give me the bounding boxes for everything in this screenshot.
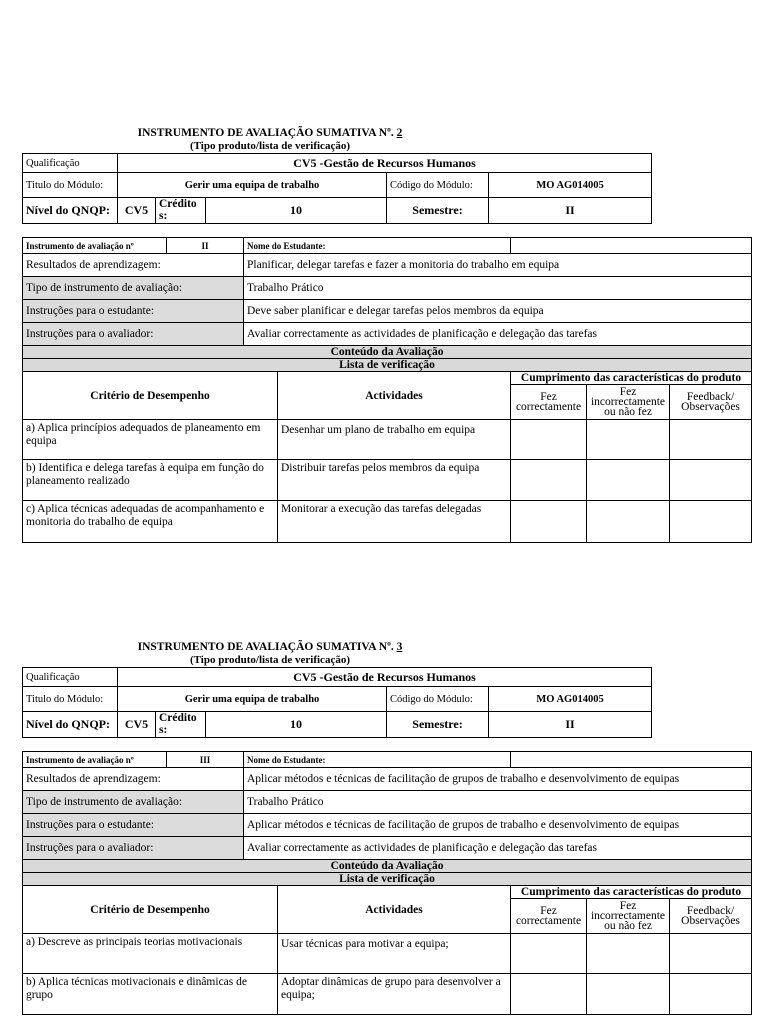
lista-band: Lista de verificação xyxy=(23,873,752,886)
resultados-value: Planificar, delegar tarefas e fazer a monitoria do trabalho em equipa xyxy=(244,254,752,277)
estudante-name-field[interactable] xyxy=(511,752,752,768)
actividade-cell: Desenhar um plano de trabalho em equipa xyxy=(278,420,511,460)
criterio-cell: c) Aplica técnicas adequadas de acompanhamento e monitoria do trabalho de equipa xyxy=(23,501,278,543)
form-title: INSTRUMENTO DE AVALIAÇÃO SUMATIVA Nº. 2 xyxy=(137,127,403,139)
assessment-form-3 xyxy=(22,641,751,1015)
titulo-modulo-label: Titulo do Módulo: xyxy=(23,687,118,712)
fez-incorr-checkbox-cell[interactable] xyxy=(587,501,670,543)
tipo-label: Tipo de instrumento de avaliação: xyxy=(23,791,244,814)
module-header-table xyxy=(22,667,652,738)
evaluation-table xyxy=(22,751,752,1015)
instrumento-value: III xyxy=(167,752,244,768)
instrumento-value: II xyxy=(167,238,244,254)
fez-checkbox-cell[interactable] xyxy=(511,501,587,543)
fez-incorr-checkbox-cell[interactable] xyxy=(587,460,670,501)
cumprimento-header: Cumprimento das características do produto xyxy=(511,886,752,899)
qualificacao-value: CV5 -Gestão de Recursos Humanos xyxy=(118,154,652,173)
conteudo-band: Conteúdo da Avaliação xyxy=(23,346,752,359)
estudante-label: Nome do Estudante: xyxy=(244,752,511,768)
estudante-name-field[interactable] xyxy=(511,238,752,254)
actividade-cell: Adoptar dinâmicas de grupo para desenvolver a equipa; xyxy=(278,974,511,1015)
actividade-cell: Monitorar a execução das tarefas delegadas xyxy=(278,501,511,543)
instr-estudante-value: Aplicar métodos e técnicas de facilitação de grupos de trabalho e desenvolvimento de equipas xyxy=(244,814,752,837)
semestre-label: Semestre: xyxy=(387,198,489,224)
resultados-label: Resultados de aprendizagem: xyxy=(23,254,244,277)
form-subtitle: (Tipo produto/lista de verificação) xyxy=(189,654,350,666)
actividades-header: Actividades xyxy=(278,372,511,420)
codigo-modulo-value: MO AG014005 xyxy=(489,173,652,198)
instr-estudante-value: Deve saber planificar e delegar tarefas pelos membros da equipa xyxy=(244,300,752,323)
evaluation-table xyxy=(22,237,752,543)
feedback-cell[interactable] xyxy=(670,974,752,1015)
lista-band: Lista de verificação xyxy=(23,359,752,372)
actividades-header: Actividades xyxy=(278,886,511,934)
instr-avaliador-label: Instruções para o avaliador: xyxy=(23,837,244,860)
credito-value: 10 xyxy=(206,198,387,224)
criterio-header: Critério de Desempenho xyxy=(23,372,278,420)
module-header-table xyxy=(22,153,652,224)
codigo-modulo-label: Código do Módulo: xyxy=(387,687,489,712)
resultados-value: Aplicar métodos e técnicas de facilitação de grupos de trabalho e desenvolvimento de equipas xyxy=(244,768,752,791)
titulo-modulo-value: Gerir uma equipa de trabalho xyxy=(118,687,387,712)
form-number: 2 xyxy=(396,127,403,139)
fez-checkbox-cell[interactable] xyxy=(511,974,587,1015)
instr-avaliador-label: Instruções para o avaliador: xyxy=(23,323,244,346)
criterio-cell: a) Aplica princípios adequados de planeamento em equipa xyxy=(23,420,278,460)
criterio-cell: b) Aplica técnicas motivacionais e dinâmicas de grupo xyxy=(23,974,278,1015)
feedback-header: Feedback/ Observações xyxy=(670,899,752,934)
feedback-cell[interactable] xyxy=(670,501,752,543)
fez-incorr-header: Fez incorrectamente ou não fez xyxy=(587,899,670,934)
criterio-cell: b) Identifica e delega tarefas à equipa em função do planeamento realizado xyxy=(23,460,278,501)
actividade-cell: Usar técnicas para motivar a equipa; xyxy=(278,934,511,974)
fez-incorr-checkbox-cell[interactable] xyxy=(587,934,670,974)
resultados-label: Resultados de aprendizagem: xyxy=(23,768,244,791)
nivel-label: Nível do QNQP: xyxy=(23,198,118,224)
fez-incorr-checkbox-cell[interactable] xyxy=(587,420,670,460)
titulo-modulo-value: Gerir uma equipa de trabalho xyxy=(118,173,387,198)
criterio-header: Critério de Desempenho xyxy=(23,886,278,934)
instr-avaliador-value: Avaliar correctamente as actividades de planificação e delegação das tarefas xyxy=(244,323,752,346)
form-number: 3 xyxy=(396,641,403,653)
feedback-cell[interactable] xyxy=(670,420,752,460)
semestre-label: Semestre: xyxy=(387,712,489,738)
nivel-label: Nível do QNQP: xyxy=(23,712,118,738)
credito-value: 10 xyxy=(206,712,387,738)
conteudo-band: Conteúdo da Avaliação xyxy=(23,860,752,873)
fez-header: Fez correctamente xyxy=(511,385,587,420)
actividade-cell: Distribuir tarefas pelos membros da equipa xyxy=(278,460,511,501)
qualificacao-label: Qualificação xyxy=(23,154,118,173)
assessment-form-2 xyxy=(22,127,751,543)
fez-checkbox-cell[interactable] xyxy=(511,420,587,460)
feedback-cell[interactable] xyxy=(670,934,752,974)
instr-estudante-label: Instruções para o estudante: xyxy=(23,814,244,837)
fez-incorr-checkbox-cell[interactable] xyxy=(587,974,670,1015)
criterio-cell: a) Descreve as principais teorias motivacionais xyxy=(23,934,278,974)
form-title: INSTRUMENTO DE AVALIAÇÃO SUMATIVA Nº. 3 xyxy=(137,641,403,653)
instr-avaliador-value: Avaliar correctamente as actividades de planificação e delegação das tarefas xyxy=(244,837,752,860)
instr-estudante-label: Instruções para o estudante: xyxy=(23,300,244,323)
fez-checkbox-cell[interactable] xyxy=(511,934,587,974)
tipo-value: Trabalho Prático xyxy=(244,791,752,814)
feedback-header: Feedback/ Observações xyxy=(670,385,752,420)
tipo-label: Tipo de instrumento de avaliação: xyxy=(23,277,244,300)
instrumento-label: Instrumento de avaliação nº xyxy=(23,238,167,254)
titulo-modulo-label: Titulo do Módulo: xyxy=(23,173,118,198)
codigo-modulo-label: Código do Módulo: xyxy=(387,173,489,198)
feedback-cell[interactable] xyxy=(670,460,752,501)
fez-incorr-header: Fez incorrectamente ou não fez xyxy=(587,385,670,420)
semestre-value: II xyxy=(489,712,652,738)
cumprimento-header: Cumprimento das características do produto xyxy=(511,372,752,385)
estudante-label: Nome do Estudante: xyxy=(244,238,511,254)
nivel-value: CV5 xyxy=(118,712,156,738)
fez-checkbox-cell[interactable] xyxy=(511,460,587,501)
fez-header: Fez correctamente xyxy=(511,899,587,934)
form-subtitle: (Tipo produto/lista de verificação) xyxy=(189,140,350,152)
tipo-value: Trabalho Prático xyxy=(244,277,752,300)
codigo-modulo-value: MO AG014005 xyxy=(489,687,652,712)
nivel-value: CV5 xyxy=(118,198,156,224)
semestre-value: II xyxy=(489,198,652,224)
credito-label: Crédito s: xyxy=(156,198,206,224)
instrumento-label: Instrumento de avaliação nº xyxy=(23,752,167,768)
credito-label: Crédito s: xyxy=(156,712,206,738)
qualificacao-label: Qualificação xyxy=(23,668,118,687)
qualificacao-value: CV5 -Gestão de Recursos Humanos xyxy=(118,668,652,687)
